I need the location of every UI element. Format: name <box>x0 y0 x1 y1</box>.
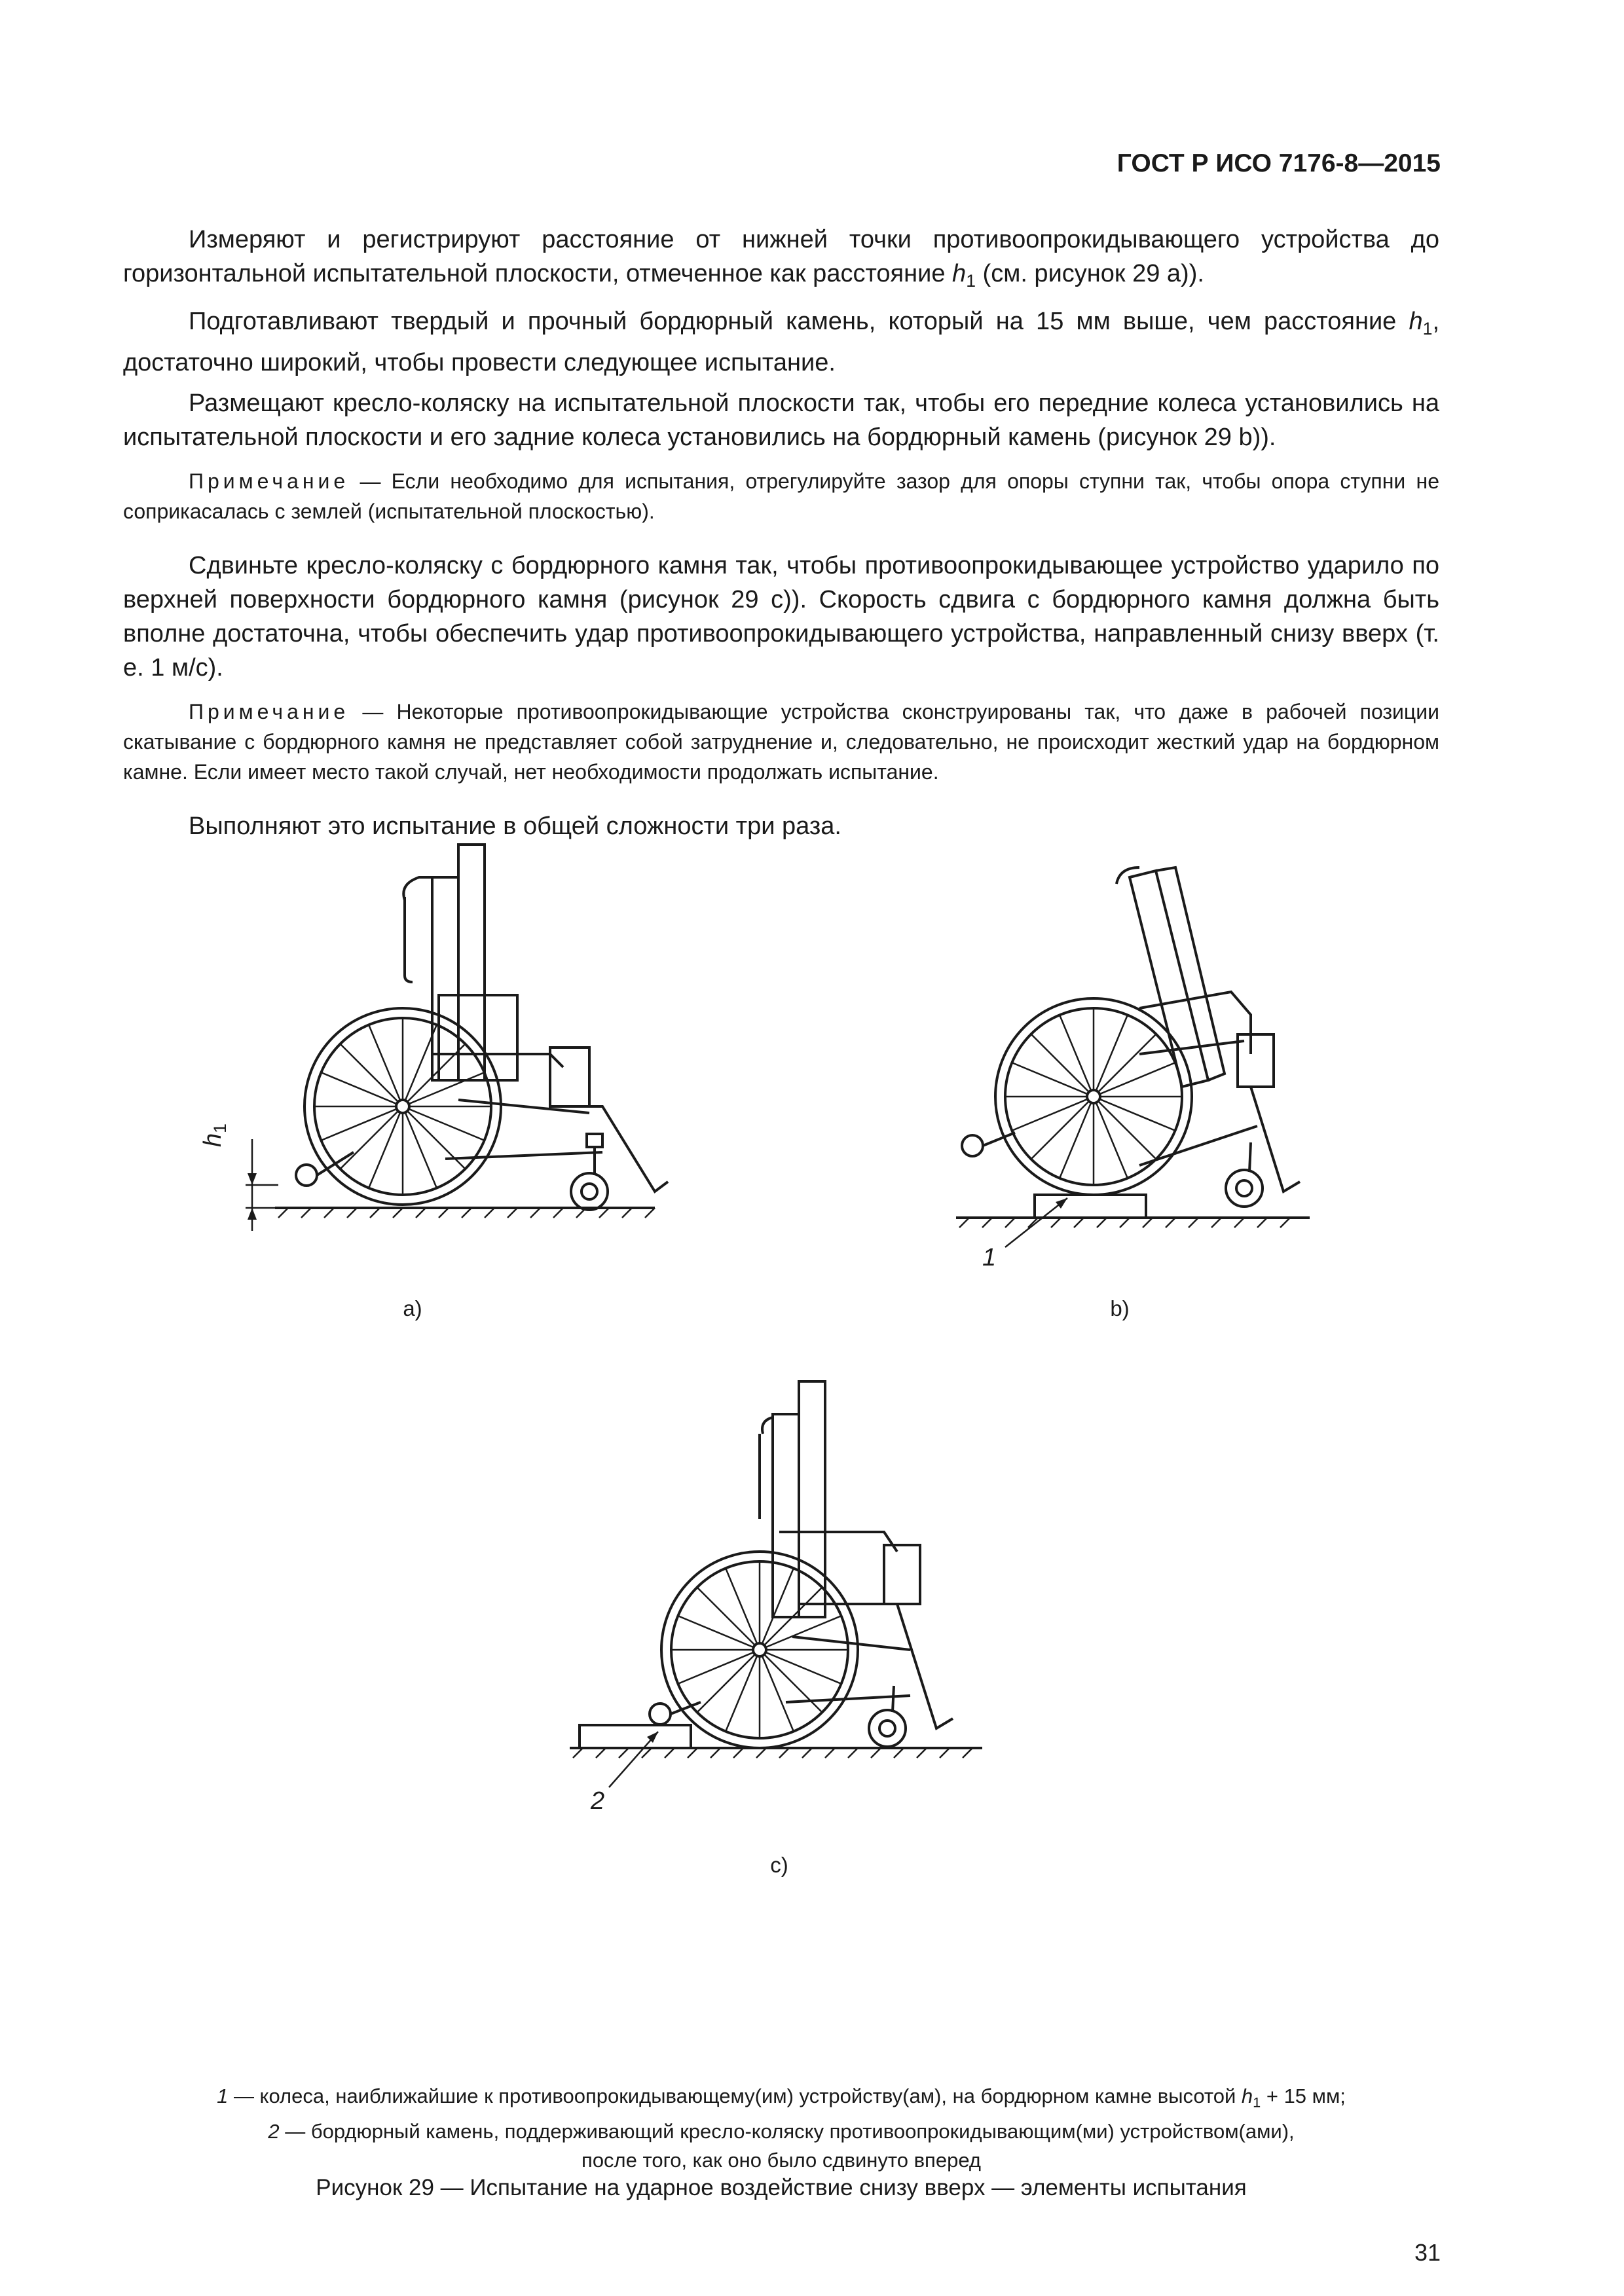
document-header: ГОСТ Р ИСО 7176-8—2015 <box>1116 149 1441 177</box>
figure-b-wheelchair-on-curb <box>943 838 1336 1321</box>
paragraph-3: Размещают кресло-коляску на испытательной плоскости так, чтобы его передние колеса установились на испытательной плоскости и его задние колеса установились на бордюрный камень (рисунок 29 b)). <box>123 389 1439 451</box>
page-number: 31 <box>1414 2239 1441 2266</box>
figure-c-wheelchair-off-curb <box>563 1362 995 1877</box>
figure-c-label: c) <box>770 1853 788 1877</box>
symbol-h1: $h_1$ <box>952 260 976 291</box>
paragraph-1: Измеряют и регистрируют расстояние от нижней точки противоопрокидывающего устройства до горизонтальной испытательной плоскости, отмеченное как расстояние $h_1$ (см. рисунок 29 а)). <box>123 226 1439 291</box>
legend-line-1: 1 — колеса, наиближайшие к противоопрокидывающему(им) устройству(ам), на бордюрном камне высотой $h_1 + 15$ мм; <box>217 2085 1346 2111</box>
note-2: Примечание — Некоторые противоопрокидывающие устройства сконструированы так, что даже в рабочей позиции скатывание с бордюрного камня не представляет собой затруднение и, следовательно, не происходит жесткий удар на бордюрном камне. Если имеет место такой случай, нет необходимости продолжать испытание. <box>123 699 1439 784</box>
callout-1: 1 <box>982 1244 997 1271</box>
paragraph-2: Подготавливают твердый и прочный бордюрный камень, который на 15 мм выше, чем расстояние $h_1$, достаточно широкий, чтобы провести следующее испытание. <box>123 307 1439 376</box>
callout-2: 2 <box>591 1787 605 1815</box>
figure-title: Рисунок 29 — Испытание на ударное воздействие снизу вверх — элементы испытания <box>316 2175 1247 2200</box>
paragraph-4: Сдвиньте кресло-коляску с бордюрного камня так, чтобы противоопрокидывающее устройство ударило по верхней поверхности бордюрного камня (рисунок 29 c)). Скорость сдвига с бордюрного камня должна быть вполне достаточна, чтобы обеспечить удар противоопрокидывающего устройства, направленный снизу вверх (т. е. 1 м/с). <box>123 551 1439 682</box>
note-1: Примечание — Если необходимо для испытания, отрегулируйте зазор для опоры ступни так, чтобы опора ступни не соприкасалась с землей (испытательной плоскостью). <box>123 469 1439 523</box>
figure-legend <box>123 2082 1439 2175</box>
figure-b-label: b) <box>1110 1296 1130 1321</box>
body-text <box>123 223 1439 850</box>
paragraph-5: Выполняют это испытание в общей сложности три раза. <box>189 812 841 840</box>
legend-line-2: 2 — бордюрный камень, поддерживающий кресло-коляску противоопрокидывающим(ми) устройством(ами), <box>268 2119 1295 2143</box>
figure-a-wheelchair-level <box>196 838 694 1321</box>
legend-line-3: после того, как оно было сдвинуто вперед <box>581 2148 981 2172</box>
figure-a-label: a) <box>403 1296 422 1321</box>
dimension-h1-label: $h_1$ <box>198 1123 230 1147</box>
symbol-h1: $h_1$ <box>1409 307 1433 338</box>
